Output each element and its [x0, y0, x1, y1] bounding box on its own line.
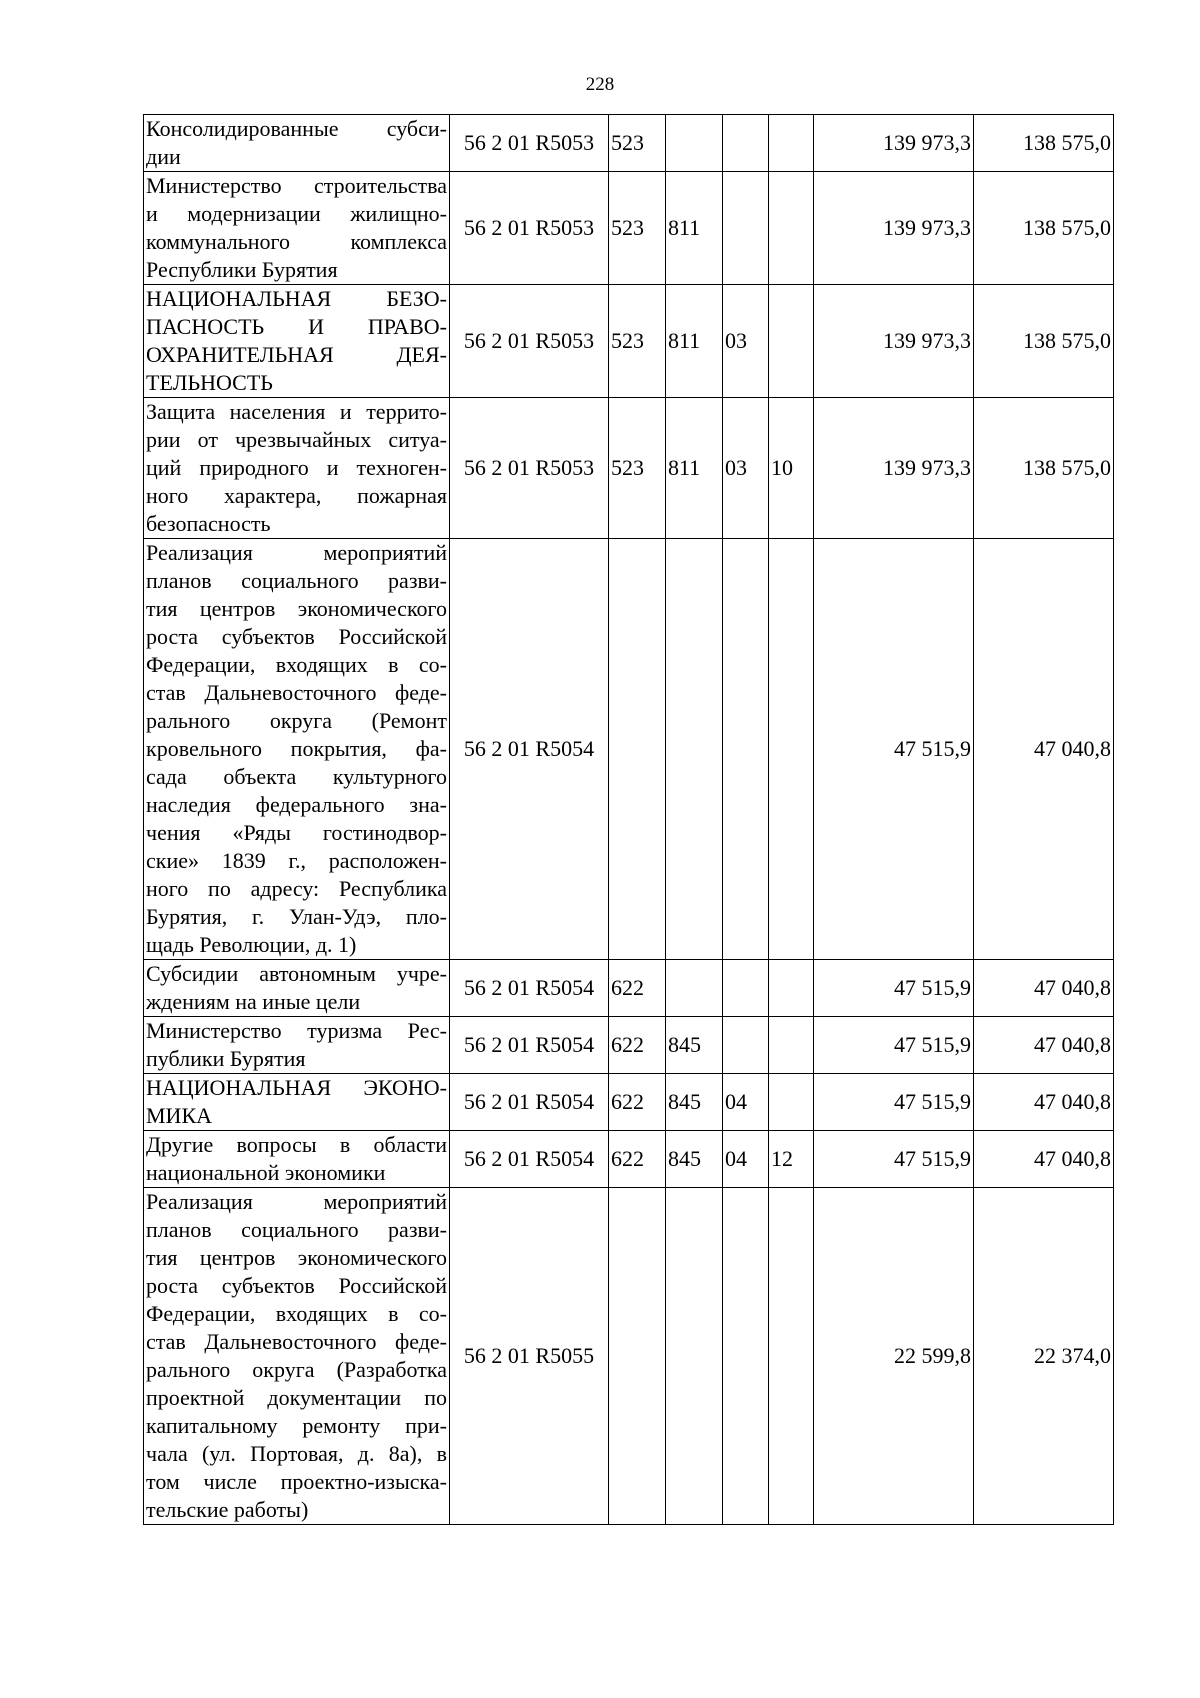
budget-table — [143, 114, 1114, 1525]
ministry-code-cell: 811 — [666, 285, 723, 398]
table-row — [144, 1188, 1114, 1525]
amount-year2-cell: 47 040,8 — [974, 1131, 1114, 1188]
row-name-line: Республики Бурятия — [146, 257, 338, 282]
subsection-code-cell — [769, 1188, 814, 1525]
expense-type-code-cell: 523 — [609, 285, 666, 398]
table-row — [144, 1131, 1114, 1188]
row-name-line: планов социального разви- — [146, 568, 447, 593]
row-name-line: капитальному ремонту при- — [146, 1413, 447, 1438]
amount-year1-cell: 139 973,3 — [814, 398, 974, 539]
target-article-code-cell: 56 2 01 R5054 — [450, 1131, 609, 1188]
row-name-line: ного по адресу: Республика — [146, 876, 447, 901]
table-row — [144, 539, 1114, 960]
target-article-code-cell: 56 2 01 R5053 — [450, 172, 609, 285]
row-name-cell — [144, 172, 450, 285]
target-article-code-cell: 56 2 01 R5054 — [450, 960, 609, 1017]
table-row — [144, 960, 1114, 1017]
amount-year1-cell: 47 515,9 — [814, 539, 974, 960]
subsection-code-cell — [769, 960, 814, 1017]
target-article-code-cell: 56 2 01 R5054 — [450, 1074, 609, 1131]
target-article-code-cell: 56 2 01 R5053 — [450, 115, 609, 172]
target-article-code-cell: 56 2 01 R5053 — [450, 285, 609, 398]
row-name-line: НАЦИОНАЛЬНАЯ БЕЗО- — [146, 286, 447, 311]
row-name-line: чала (ул. Портовая, д. 8а), в — [146, 1441, 447, 1466]
row-name-line: чения «Ряды гостинодвор- — [146, 820, 447, 845]
row-name-line: Федерации, входящих в со- — [146, 652, 447, 677]
row-name-line: коммунального комплекса — [146, 229, 447, 254]
row-name-line: ного характера, пожарная — [146, 483, 447, 508]
row-name-cell — [144, 960, 450, 1017]
row-name-line: став Дальневосточного феде- — [146, 680, 447, 705]
target-article-code-cell: 56 2 01 R5055 — [450, 1188, 609, 1525]
row-name-line: тия центров экономического — [146, 1245, 447, 1270]
row-name-line: наследия федерального зна- — [146, 792, 447, 817]
row-name-cell — [144, 285, 450, 398]
amount-year1-cell: 47 515,9 — [814, 960, 974, 1017]
ministry-code-cell: 811 — [666, 398, 723, 539]
row-name-line: дии — [146, 144, 181, 169]
row-name-line: Министерство строительства — [146, 173, 447, 198]
subsection-code-cell — [769, 115, 814, 172]
amount-year1-cell: 22 599,8 — [814, 1188, 974, 1525]
ministry-code-cell — [666, 115, 723, 172]
row-name-line: Другие вопросы в области — [146, 1132, 447, 1157]
row-name-line: тия центров экономического — [146, 596, 447, 621]
row-name-cell — [144, 1074, 450, 1131]
row-name-line: ские» 1839 г., расположен- — [146, 848, 447, 873]
row-name-line: том числе проектно-изыска- — [146, 1469, 447, 1494]
section-code-cell: 04 — [723, 1074, 769, 1131]
row-name-line: ОХРАНИТЕЛЬНАЯ ДЕЯ- — [146, 342, 447, 367]
section-code-cell — [723, 1188, 769, 1525]
subsection-code-cell — [769, 539, 814, 960]
amount-year2-cell: 47 040,8 — [974, 960, 1114, 1017]
expense-type-code-cell: 622 — [609, 1131, 666, 1188]
ministry-code-cell — [666, 960, 723, 1017]
amount-year2-cell: 22 374,0 — [974, 1188, 1114, 1525]
ministry-code-cell — [666, 539, 723, 960]
row-name-line: НАЦИОНАЛЬНАЯ ЭКОНО- — [146, 1075, 447, 1100]
row-name-cell — [144, 539, 450, 960]
row-name-cell — [144, 398, 450, 539]
row-name-line: рии от чрезвычайных ситуа- — [146, 427, 447, 452]
expense-type-code-cell: 523 — [609, 398, 666, 539]
table-row — [144, 1017, 1114, 1074]
row-name-line: ТЕЛЬНОСТЬ — [146, 370, 273, 395]
row-name-line: планов социального разви- — [146, 1217, 447, 1242]
row-name-line: кровельного покрытия, фа- — [146, 736, 447, 761]
ministry-code-cell — [666, 1188, 723, 1525]
table-row — [144, 115, 1114, 172]
row-name-line: тельские работы) — [146, 1497, 309, 1522]
table-row — [144, 285, 1114, 398]
amount-year2-cell: 47 040,8 — [974, 539, 1114, 960]
ministry-code-cell: 845 — [666, 1131, 723, 1188]
row-name-line: Реализация мероприятий — [146, 540, 447, 565]
row-name-cell — [144, 1188, 450, 1525]
row-name-line: Консолидированные субси- — [146, 116, 447, 141]
expense-type-code-cell — [609, 1188, 666, 1525]
row-name-line: публики Бурятия — [146, 1046, 306, 1071]
expense-type-code-cell: 622 — [609, 960, 666, 1017]
amount-year1-cell: 139 973,3 — [814, 172, 974, 285]
section-code-cell — [723, 115, 769, 172]
row-name-line: МИКА — [146, 1103, 213, 1128]
section-code-cell: 03 — [723, 285, 769, 398]
row-name-line: щадь Революции, д. 1) — [146, 932, 357, 957]
expense-type-code-cell: 622 — [609, 1074, 666, 1131]
amount-year2-cell: 138 575,0 — [974, 398, 1114, 539]
target-article-code-cell: 56 2 01 R5054 — [450, 539, 609, 960]
row-name-line: безопасность — [146, 511, 271, 536]
row-name-line: ждениям на иные цели — [146, 989, 361, 1014]
amount-year1-cell: 139 973,3 — [814, 285, 974, 398]
table-row — [144, 172, 1114, 285]
page-number: 228 — [585, 74, 615, 95]
target-article-code-cell: 56 2 01 R5053 — [450, 398, 609, 539]
row-name-line: Субсидии автономным учре- — [146, 961, 447, 986]
section-code-cell — [723, 539, 769, 960]
section-code-cell: 04 — [723, 1131, 769, 1188]
row-name-line: Реализация мероприятий — [146, 1189, 447, 1214]
row-name-line: рального округа (Ремонт — [146, 708, 447, 733]
subsection-code-cell — [769, 1074, 814, 1131]
ministry-code-cell: 845 — [666, 1074, 723, 1131]
row-name-line: рального округа (Разработка — [146, 1357, 447, 1382]
subsection-code-cell: 10 — [769, 398, 814, 539]
section-code-cell: 03 — [723, 398, 769, 539]
expense-type-code-cell: 622 — [609, 1017, 666, 1074]
subsection-code-cell — [769, 1017, 814, 1074]
subsection-code-cell — [769, 285, 814, 398]
amount-year2-cell: 138 575,0 — [974, 285, 1114, 398]
row-name-line: Министерство туризма Рес- — [146, 1018, 447, 1043]
row-name-line: роста субъектов Российской — [146, 624, 447, 649]
amount-year2-cell: 47 040,8 — [974, 1074, 1114, 1131]
expense-type-code-cell — [609, 539, 666, 960]
ministry-code-cell: 845 — [666, 1017, 723, 1074]
table-body — [144, 115, 1114, 1525]
section-code-cell — [723, 172, 769, 285]
ministry-code-cell: 811 — [666, 172, 723, 285]
row-name-line: и модернизации жилищно- — [146, 201, 447, 226]
amount-year1-cell: 47 515,9 — [814, 1074, 974, 1131]
amount-year1-cell: 47 515,9 — [814, 1017, 974, 1074]
table-row — [144, 1074, 1114, 1131]
amount-year2-cell: 47 040,8 — [974, 1017, 1114, 1074]
row-name-line: ПАСНОСТЬ И ПРАВО- — [146, 314, 447, 339]
row-name-cell — [144, 115, 450, 172]
row-name-line: Федерации, входящих в со- — [146, 1301, 447, 1326]
row-name-line: роста субъектов Российской — [146, 1273, 447, 1298]
amount-year2-cell: 138 575,0 — [974, 115, 1114, 172]
row-name-line: сада объекта культурного — [146, 764, 447, 789]
row-name-line: ций природного и техноген- — [146, 455, 447, 480]
row-name-cell — [144, 1131, 450, 1188]
target-article-code-cell: 56 2 01 R5054 — [450, 1017, 609, 1074]
row-name-line: став Дальневосточного феде- — [146, 1329, 447, 1354]
subsection-code-cell: 12 — [769, 1131, 814, 1188]
row-name-line: национальной экономики — [146, 1160, 386, 1185]
amount-year1-cell: 47 515,9 — [814, 1131, 974, 1188]
row-name-line: проектной документации по — [146, 1385, 447, 1410]
section-code-cell — [723, 1017, 769, 1074]
subsection-code-cell — [769, 172, 814, 285]
row-name-line: Защита населения и террито- — [146, 399, 447, 424]
expense-type-code-cell: 523 — [609, 172, 666, 285]
amount-year2-cell: 138 575,0 — [974, 172, 1114, 285]
table-row — [144, 398, 1114, 539]
section-code-cell — [723, 960, 769, 1017]
row-name-cell — [144, 1017, 450, 1074]
expense-type-code-cell: 523 — [609, 115, 666, 172]
amount-year1-cell: 139 973,3 — [814, 115, 974, 172]
row-name-line: Бурятия, г. Улан-Удэ, пло- — [146, 904, 447, 929]
